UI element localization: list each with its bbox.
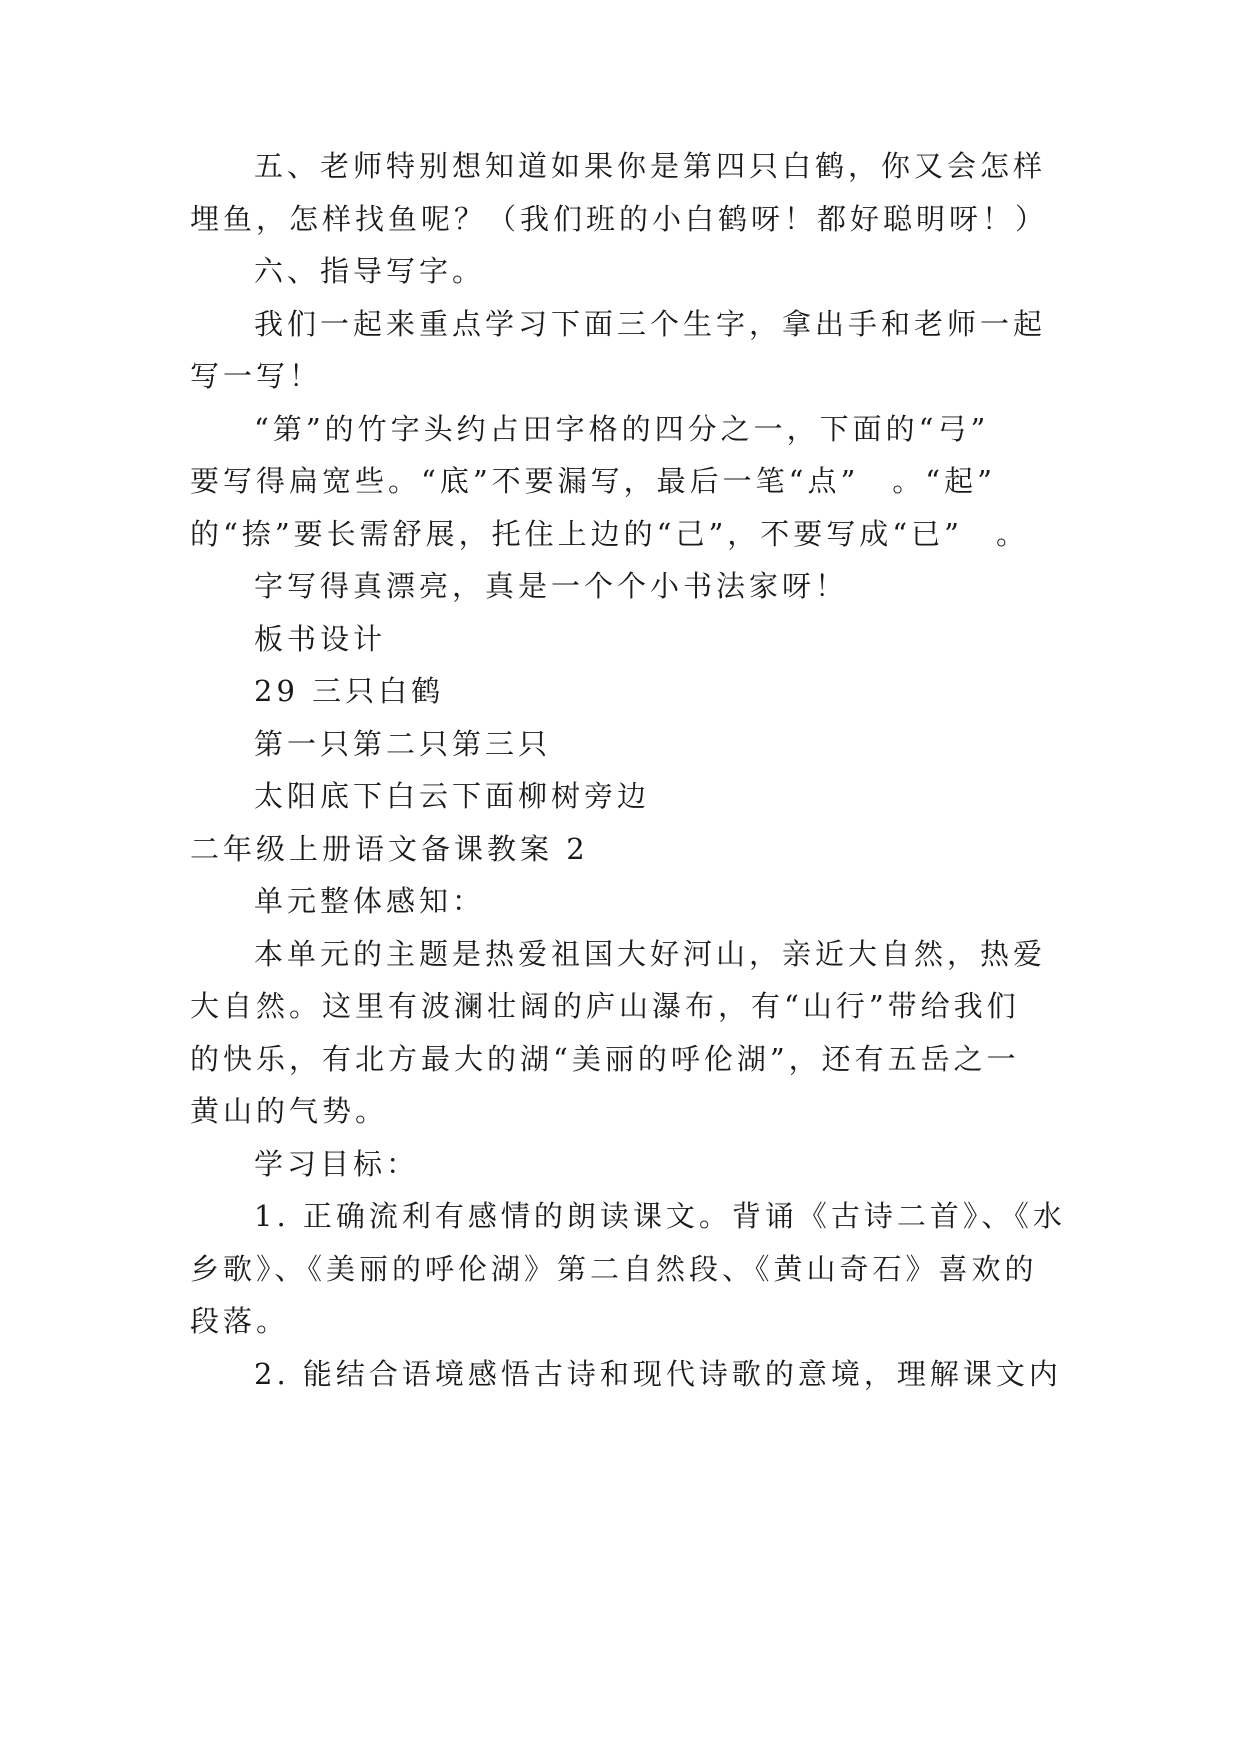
paragraph-line: 大自然。这里有波澜壮阔的庐山瀑布，有“山行”带给我们 <box>190 989 1020 1023</box>
document-title: 二年级上册语文备课教案 2 <box>190 832 589 866</box>
paragraph-line: 的快乐，有北方最大的湖“美丽的呼伦湖”，还有五岳之一 <box>190 1042 1020 1076</box>
paragraph-line: 写一写！ <box>190 359 323 393</box>
board-line: 太阳底下白云下面柳树旁边 <box>254 779 651 813</box>
paragraph-line: 黄山的气势。 <box>190 1094 389 1128</box>
paragraph-line: 埋鱼，怎样找鱼呢？（我们班的小白鹤呀！都好聪明呀！） <box>190 202 1049 236</box>
paragraph-line: 字写得真漂亮，真是一个个小书法家呀！ <box>254 569 849 603</box>
section-heading: 六、指导写字。 <box>254 254 486 288</box>
paragraph-line: 五、老师特别想知道如果你是第四只白鹤，你又会怎样 <box>254 149 1047 183</box>
paragraph-line: 本单元的主题是热爱祖国大好河山，亲近大自然，热爱 <box>254 937 1047 971</box>
section-heading: 学习目标： <box>254 1147 420 1181</box>
paragraph-line: 要写得扁宽些。“底”不要漏写，最后一笔“点” 。“起” <box>190 464 996 498</box>
paragraph-line: “第”的竹字头约占田字格的四分之一，下面的“弓” <box>254 412 990 446</box>
list-item: 2. 能结合语境感悟古诗和现代诗歌的意境，理解课文内 <box>254 1357 1062 1391</box>
section-heading: 板书设计 <box>254 622 387 656</box>
paragraph-line: 的“捺”要长需舒展，托住上边的“己”，不要写成“已” 。 <box>190 517 1029 551</box>
board-line: 第一只第二只第三只 <box>254 727 552 761</box>
list-item-continuation: 段落。 <box>190 1304 290 1338</box>
paragraph-line: 我们一起来重点学习下面三个生字，拿出手和老师一起 <box>254 307 1047 341</box>
list-item: 1. 正确流利有感情的朗读课文。背诵《古诗二首》、《水 <box>254 1199 1066 1233</box>
board-title: 29 三只白鹤 <box>254 674 445 708</box>
section-heading: 单元整体感知： <box>254 884 486 918</box>
list-item-continuation: 乡歌》、《美丽的呼伦湖》第二自然段、《黄山奇石》喜欢的 <box>190 1252 1038 1286</box>
